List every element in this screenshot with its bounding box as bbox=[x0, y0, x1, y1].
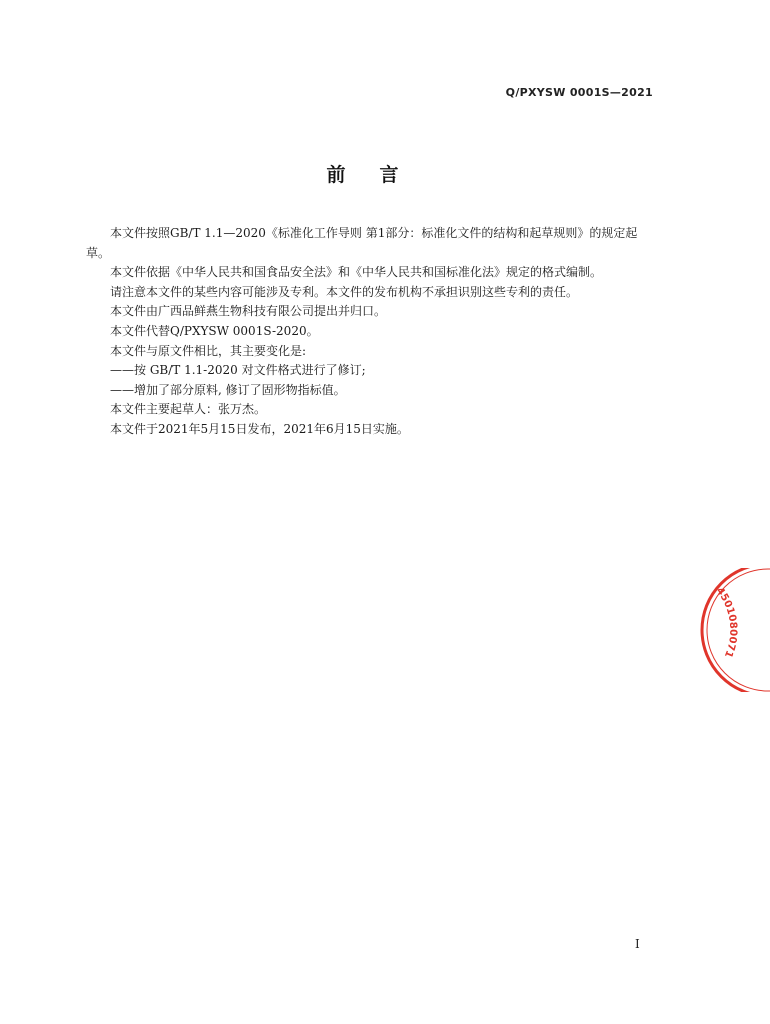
seal-stamp-icon bbox=[690, 568, 770, 692]
page-title: 前言 bbox=[326, 164, 433, 186]
paragraph-change-1: ——按 GB/T 1.1-2020 对文件格式进行了修订; bbox=[110, 363, 366, 378]
paragraph-patent-notice: 请注意本文件的某些内容可能涉及专利。本文件的发布机构不承担识别这些专利的责任。 bbox=[110, 284, 579, 299]
paragraph-change-2: ——增加了部分原料, 修订了固形物指标值。 bbox=[110, 382, 346, 397]
paragraph-replaces: 本文件代替Q/PXYSW 0001S-2020。 bbox=[110, 323, 319, 338]
document-code: Q/PXYSW 0001S—2021 bbox=[505, 86, 653, 99]
paragraph-proposer: 本文件由广西品鲜燕生物科技有限公司提出并归口。 bbox=[110, 304, 387, 319]
page-number: I bbox=[635, 937, 640, 951]
paragraph-legal-basis: 本文件依据《中华人民共和国食品安全法》和《中华人民共和国标准化法》规定的格式编制。 bbox=[110, 265, 603, 280]
paragraph-changes-intro: 本文件与原文件相比，其主要变化是: bbox=[110, 343, 307, 358]
svg-text:4501080071: 4501080071 bbox=[713, 585, 739, 660]
foreword-body bbox=[86, 224, 656, 440]
paragraph-drafter: 本文件主要起草人：张万杰。 bbox=[110, 402, 267, 417]
paragraph-dates: 本文件于2021年5月15日发布，2021年6月15日实施。 bbox=[110, 421, 409, 436]
paragraph-drafting-rules: 本文件按照GB/T 1.1—2020《标准化工作导则 第1部分：标准化文件的结构和起草规则》的规定起草。 bbox=[86, 226, 638, 260]
